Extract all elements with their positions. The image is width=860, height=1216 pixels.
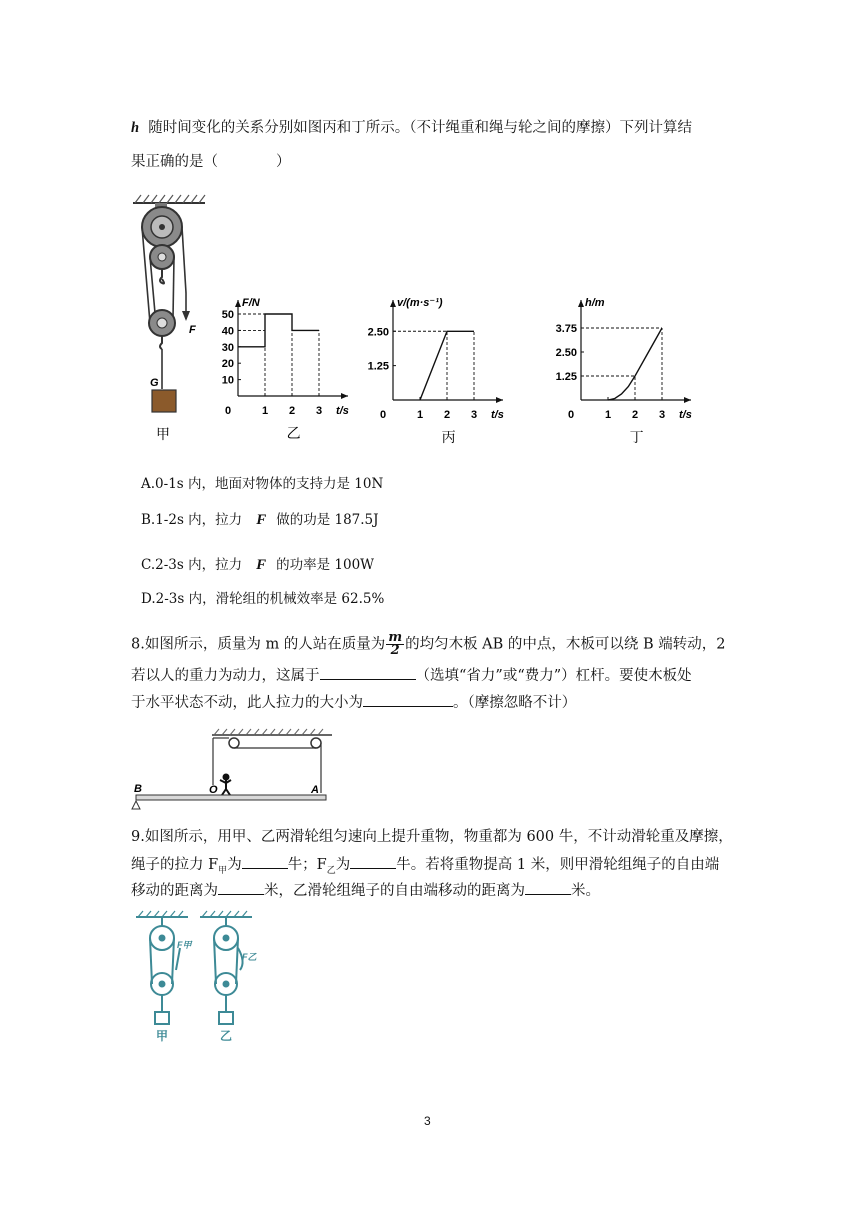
y-tick-label: 20 [221, 358, 234, 371]
y-tick-label: 40 [221, 325, 234, 338]
x-axis-label: t/s [336, 405, 349, 417]
x-tick-label: 3 [471, 409, 478, 421]
y-tick-label: 1.25 [555, 371, 577, 383]
blank-distance-yi[interactable] [525, 880, 571, 895]
option-d[interactable] [141, 587, 384, 607]
option-b[interactable] [141, 508, 379, 529]
person-figure [220, 775, 231, 796]
label-B: B [134, 783, 142, 795]
blank-F-yi[interactable] [350, 854, 396, 869]
q9-line3-c: 米。 [571, 883, 600, 899]
x-axis-label: t/s [679, 409, 692, 421]
q8-line2 [131, 665, 692, 686]
option-text: 2-3s 内，拉力 [155, 557, 243, 573]
y-tick-label: 30 [221, 341, 234, 354]
x-tick-label: 2 [632, 409, 639, 421]
q7-intro-text1: 随时间变化的关系分别如图丙和丁所示。（不计绳重和绳与轮之间的摩擦）下列计算结 [148, 120, 693, 136]
option-var-F: F [256, 557, 267, 573]
x-tick-label: 0 [225, 405, 232, 417]
pulley-figure-jia [125, 193, 215, 443]
force-arrow [182, 311, 190, 321]
q8-line2-pre: 若以人的重力为动力，这属于 [131, 668, 320, 684]
y-axis-arrow [235, 300, 241, 307]
q8-line1 [131, 632, 726, 657]
chart-caption: 丙 [441, 430, 456, 446]
label-F-yi: F乙 [242, 952, 257, 962]
y-tick-label: 1.25 [367, 360, 389, 373]
lever-figure [130, 725, 350, 815]
chart-yi-force-time [220, 295, 349, 445]
q7-intro-line2: 果正确的是（ ） [131, 154, 291, 170]
q9-line2-a: 绳子的拉力 F [131, 857, 219, 873]
q9-line1: 9.如图所示，用甲、乙两滑轮组匀速向上提升重物，物重都为 600 牛，不计动滑轮重及摩擦， [131, 829, 733, 845]
pulley-right [311, 738, 321, 748]
q9-line3-b: 米，乙滑轮组绳子的自由端移动的距离为 [264, 883, 525, 899]
x-axis-arrow [496, 397, 503, 403]
q8-line1-pre: 8.如图所示，质量为 m 的人站在质量为 [131, 636, 386, 653]
force-label-F: F [189, 324, 196, 336]
option-text: 2-3s 内，滑轮组的机械效率是 62.5% [155, 591, 385, 607]
blank-distance-jia[interactable] [218, 880, 264, 895]
x-tick-label: 1 [417, 409, 424, 421]
fraction-numerator: m [388, 630, 403, 645]
q8-line3 [131, 692, 576, 713]
y-tick-label: 50 [221, 309, 234, 321]
q9-line2-b: 为 [227, 857, 242, 873]
x-tick-label: 3 [316, 405, 323, 417]
label-A: A [311, 784, 319, 796]
y-tick-label: 3.75 [555, 323, 577, 335]
pulley-system-yi [214, 917, 243, 1024]
label-F-jia: F甲 [177, 940, 192, 950]
q9-line2-d: 为 [335, 857, 351, 873]
option-text-post: 做的功是 187.5J [276, 512, 379, 528]
blank-pull-force[interactable] [363, 692, 453, 707]
option-text: 1-2s 内，拉力 [155, 512, 243, 528]
y-axis-label: v/(m·s⁻¹) [397, 297, 443, 309]
chart-caption: 丁 [629, 430, 644, 446]
q9-line3 [131, 880, 600, 901]
x-tick-label: 0 [568, 409, 575, 421]
y-axis-label: h/m [585, 297, 605, 309]
q8-line3-pre: 于水平状态不动，此人拉力的大小为 [131, 695, 363, 711]
q7-intro-line1 [131, 118, 692, 138]
y-axis-arrow [578, 300, 584, 307]
option-var-F: F [256, 512, 267, 528]
option-letter: B. [141, 512, 156, 528]
q9-line2-e: 牛。若将重物提高 1 米，则甲滑轮组绳子的自由端 [396, 857, 720, 873]
block-G [152, 390, 176, 412]
ceiling-hatch [133, 195, 205, 203]
option-letter: D. [141, 591, 156, 607]
blank-F-jia[interactable] [242, 854, 288, 869]
option-a[interactable] [141, 472, 383, 492]
page-number: 3 [424, 1114, 431, 1128]
x-tick-label: 2 [289, 405, 296, 417]
y-axis-label: F/N [242, 297, 260, 309]
x-tick-label: 3 [659, 409, 666, 421]
x-tick-label: 2 [444, 409, 451, 421]
pivot-B [132, 801, 140, 809]
q8-line3-post: 。（摩擦忽略不计） [453, 695, 577, 711]
subscript-yi: 乙 [326, 865, 336, 876]
q7-var-h: h [131, 120, 140, 136]
y-tick-label: 2.50 [555, 347, 577, 359]
blank-lever-type[interactable] [320, 665, 416, 680]
caption-q9-yi: 乙 [220, 1029, 233, 1043]
option-letter: A. [141, 476, 156, 492]
caption-q9-jia: 甲 [156, 1029, 169, 1043]
option-letter: C. [141, 557, 156, 573]
q8-line2-post: （选填“省力”或“费力”）杠杆。要使木板处 [415, 668, 692, 684]
x-axis-arrow [341, 393, 348, 399]
pulley-system-jia [150, 917, 180, 1024]
label-O: O [209, 784, 218, 796]
q9-line2 [131, 854, 719, 881]
pulley-left [229, 738, 239, 748]
q9-line2-c: 牛；F [287, 857, 327, 873]
chart-ding-height-time [553, 285, 692, 446]
x-tick-label: 1 [262, 405, 269, 417]
x-tick-label: 1 [605, 409, 612, 421]
q8-line1-post: 的均匀木板 AB 的中点，木板可以绕 B 端转动，2 [405, 636, 726, 653]
subscript-jia: 甲 [218, 865, 228, 876]
fraction-denominator: 2 [390, 643, 400, 658]
caption-jia: 甲 [156, 427, 170, 443]
q9-line3-a: 移动的距离为 [131, 883, 218, 899]
y-axis-arrow [390, 300, 396, 307]
option-text: 0-1s 内，地面对物体的支持力是 10N [155, 476, 384, 492]
chart-bing-velocity-time [365, 285, 504, 446]
fraction-m-over-2 [386, 632, 404, 657]
x-tick-label: 0 [380, 409, 387, 421]
board-AB [136, 795, 326, 800]
option-c[interactable] [141, 553, 374, 574]
x-axis-arrow [684, 397, 691, 403]
chart-caption: 乙 [286, 426, 301, 442]
weight-label-G: G [150, 377, 159, 389]
pulley-figure-q9 [130, 908, 260, 1048]
y-tick-label: 2.50 [367, 326, 389, 339]
x-axis-label: t/s [491, 409, 504, 421]
y-tick-label: 10 [221, 374, 234, 387]
option-text-post: 的功率是 100W [276, 557, 375, 573]
